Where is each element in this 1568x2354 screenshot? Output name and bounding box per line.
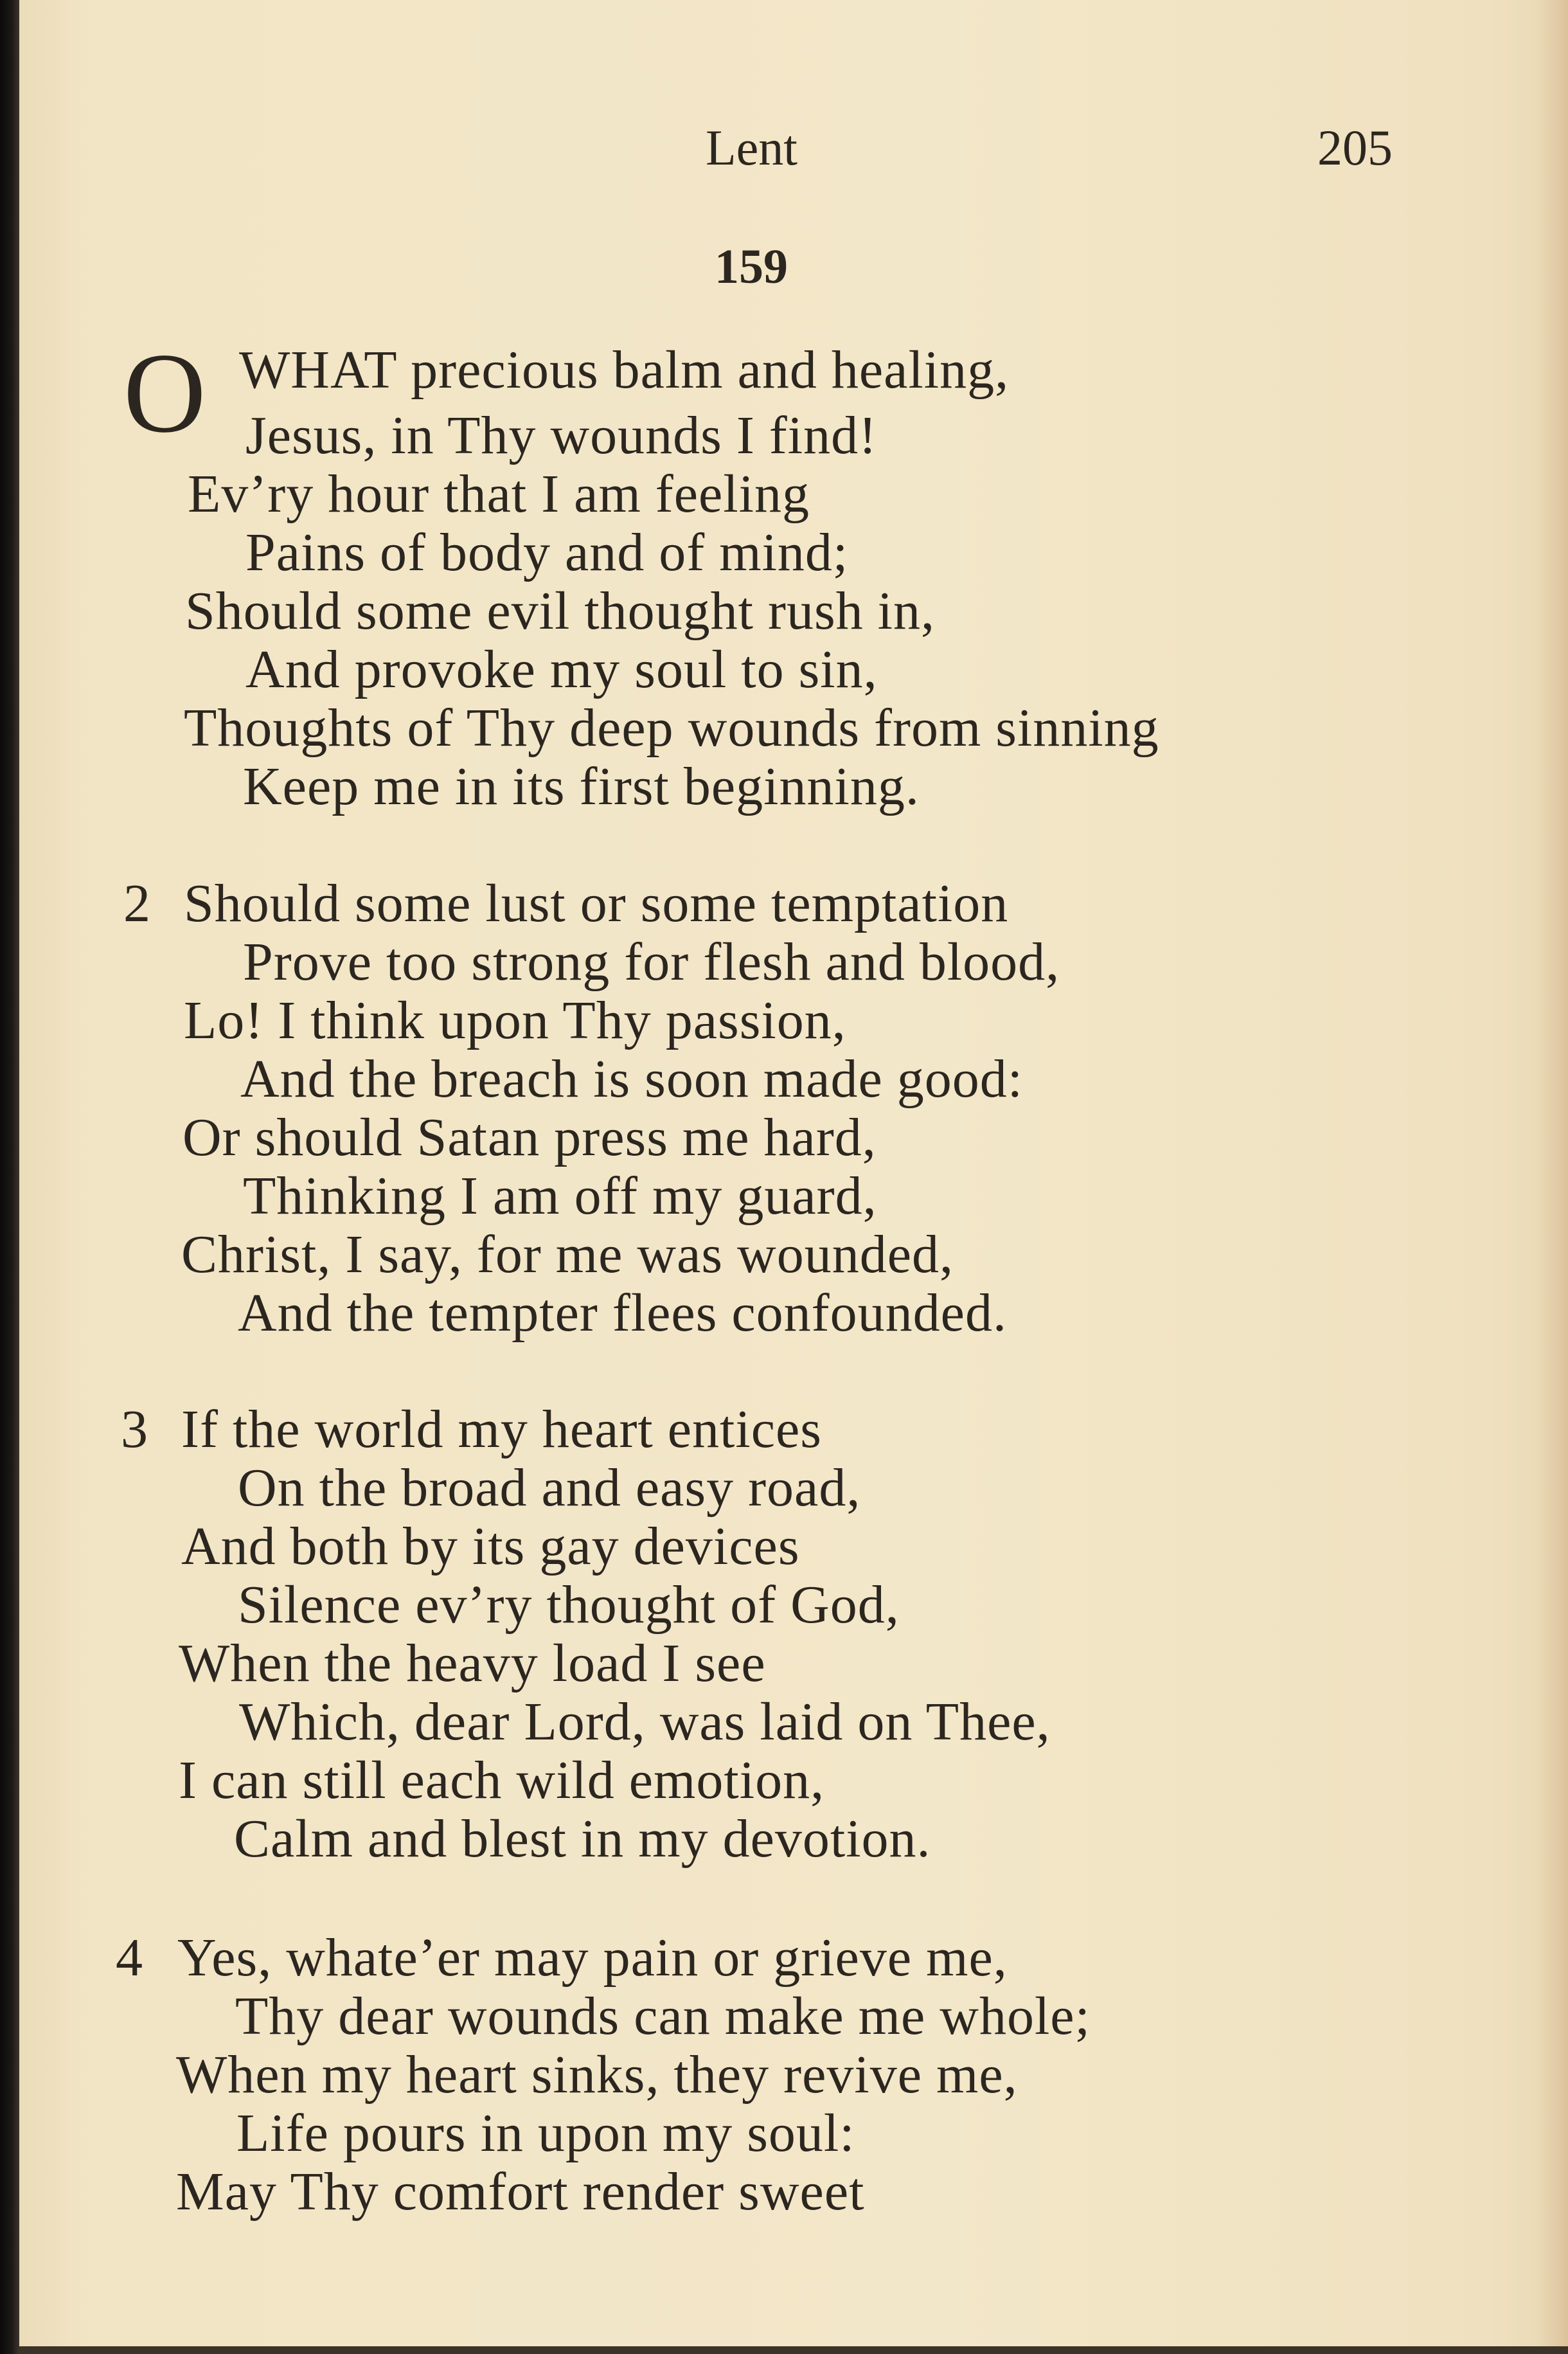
stanza-2-line-2: Prove too strong for flesh and blood, [243,932,1060,992]
stanza-2-line-7: Christ, I say, for me was wounded, [181,1225,954,1284]
stanza-number-2: 2 [123,874,150,933]
stanza-1-line-6: And provoke my soul to sin, [245,640,878,699]
stanza-3-line-4: Silence ev’ry thought of God, [238,1575,900,1635]
stanza-3-line-8: Calm and blest in my devotion. [234,1809,931,1869]
stanza-3-line-2: On the broad and easy road, [238,1458,861,1518]
page-number: 205 [1317,120,1393,175]
bottom-edge [19,2346,1568,2354]
drop-cap: O [123,329,206,456]
stanza-number-4: 4 [116,1928,143,1988]
stanza-1-line-2: Jesus, in Thy wounds I find! [245,406,878,465]
stanza-4-line-5: May Thy comfort render sweet [176,2162,865,2222]
stanza-2-line-8: And the tempter flees confounded. [238,1283,1007,1343]
stanza-4-line-3: When my heart sinks, they revive me, [176,2045,1018,2105]
stanza-1-line-4: Pains of body and of mind; [245,523,849,582]
page-edge-shadow [1538,0,1568,2354]
stanza-3-line-6: Which, dear Lord, was laid on Thee, [239,1692,1051,1752]
stanza-2-line-6: Thinking I am off my guard, [243,1166,877,1226]
binding-edge [0,0,19,2354]
stanza-3-line-3: And both by its gay devices [181,1516,800,1576]
stanza-3-line-1: If the world my heart entices [181,1399,822,1459]
stanza-4-line-4: Life pours in upon my soul: [236,2103,855,2163]
stanza-4-line-1: Yes, whate’er may pain or grieve me, [177,1928,1008,1988]
stanza-2-line-5: Or should Satan press me hard, [183,1108,877,1167]
stanza-1-line-1: WHAT precious balm and healing, [239,340,1010,400]
running-title: Lent [706,120,797,175]
stanza-4-line-2: Thy dear wounds can make me whole; [235,1986,1091,2046]
stanza-2-line-1: Should some lust or some temptation [184,874,1009,933]
stanza-number-3: 3 [121,1399,148,1459]
hymn-number: 159 [715,240,788,294]
stanza-1-line-8: Keep me in its first beginning. [243,757,920,816]
stanza-1-line-5: Should some evil thought rush in, [185,581,935,641]
stanza-2-line-4: And the breach is soon made good: [240,1049,1024,1109]
stanza-2-line-3: Lo! I think upon Thy passion, [184,991,846,1050]
stanza-1-line-7: Thoughts of Thy deep wounds from sinning [184,698,1159,758]
stanza-1-line-3: Ev’ry hour that I am feeling [188,464,810,524]
stanza-3-line-7: I can still each wild emotion, [179,1750,825,1810]
stanza-3-line-5: When the heavy load I see [179,1633,766,1693]
